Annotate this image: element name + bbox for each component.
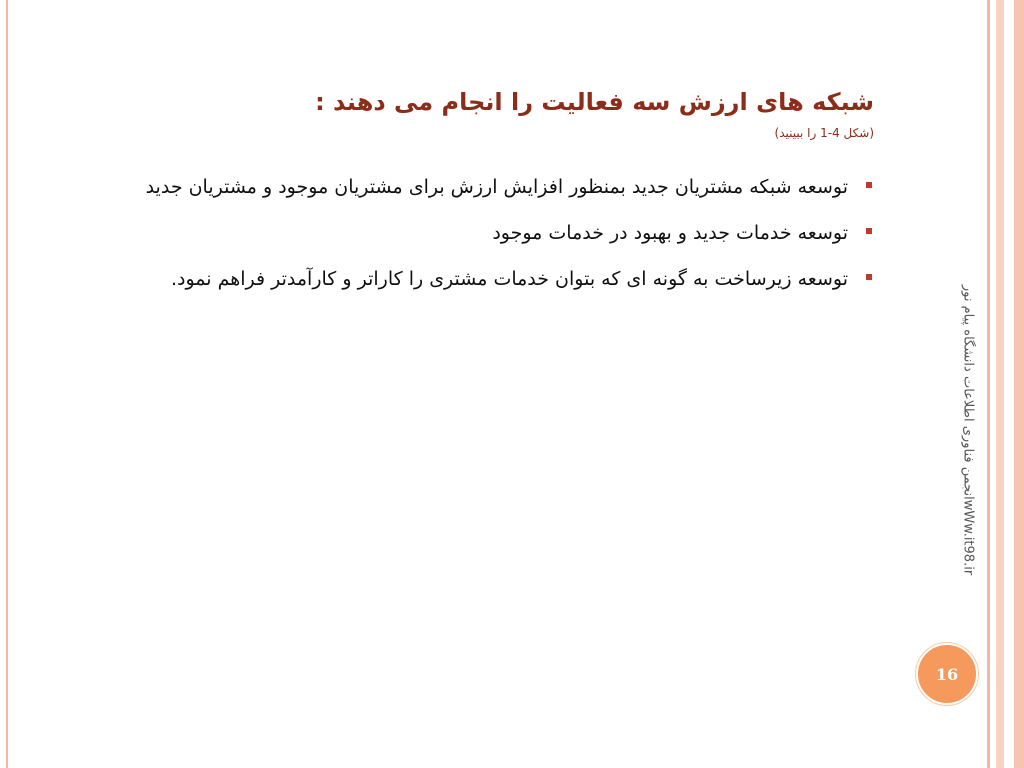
- bullet-text: توسعه خدمات جدید و بهبود در خدمات موجود: [492, 222, 848, 244]
- bullet-list: [50, 164, 874, 302]
- bullet-square-icon: [866, 274, 872, 280]
- right-decorative-stripes: [984, 0, 1024, 768]
- bullet-text: توسعه شبکه مشتریان جدید بمنظور افزایش ارزش برای مشتریان موجود و مشتریان جدید: [145, 176, 848, 198]
- list-item: [50, 256, 874, 302]
- slide-title: شبکه های ارزش سه فعالیت را انجام می دهند :: [315, 88, 874, 116]
- list-item: [50, 164, 874, 210]
- page-number-badge: [916, 643, 978, 705]
- page-number: 16: [935, 664, 959, 684]
- left-border: [0, 0, 8, 768]
- bullet-text: توسعه زیرساخت به گونه ای که بتوان خدمات مشتری را کاراتر و کارآمدتر فراهم نمود.: [170, 268, 848, 290]
- bullet-square-icon: [866, 228, 872, 234]
- slide-content: [50, 80, 874, 302]
- side-text: wWw.it98.irانجمن فناوری اطلاعات دانشگاه پیام نور: [960, 284, 976, 576]
- side-watermark-text: [958, 270, 978, 590]
- list-item: [50, 210, 874, 256]
- slide-subtitle: (شکل 4-1 را ببینید): [774, 126, 874, 140]
- bullet-square-icon: [866, 182, 872, 188]
